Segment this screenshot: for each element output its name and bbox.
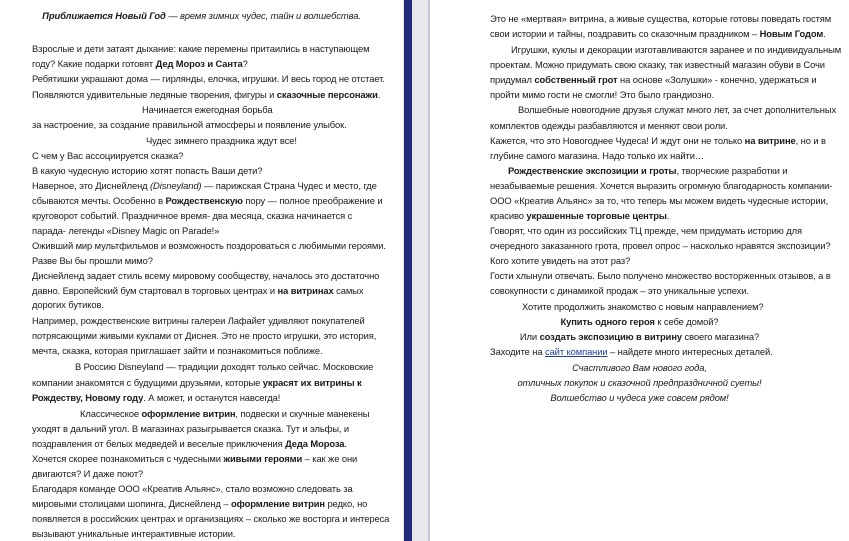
text-line: [32, 43, 369, 55]
text-run: дорогих бутиков.: [32, 299, 104, 310]
text-run: Разве Вы бы прошли мимо?: [32, 255, 153, 266]
text-run: Появляются удивительные ледяные творения, фигуры и: [32, 89, 277, 100]
text-run: Хочется скорее познакомиться с чудесными: [32, 453, 224, 464]
text-run: очередного заказанного грота, провел опрос – насколько нравятся экспозиции?: [490, 240, 831, 251]
text-run: комплектов одежды разбавляются и меняют свои роли.: [490, 120, 728, 131]
text-line: [490, 135, 826, 147]
text-run: Деда Мороза: [285, 438, 345, 449]
text-run: Оживший мир мультфильмов и возможность поздороваться с любимыми героями.: [32, 240, 386, 251]
text-run: — парижская Страна Чудес и место, где: [201, 180, 377, 191]
text-run: Например, рождественские витрины галереи Лафайет удивляют покупателей: [32, 315, 365, 326]
text-run: .: [344, 438, 347, 449]
text-run: Начинается ежегодная борьба: [142, 104, 273, 115]
text-run: двигаются? И даже поют?: [32, 468, 144, 479]
closing-line: [430, 362, 849, 374]
text-run: пору — полное преображение и: [242, 195, 383, 206]
text-run: мировыми столицами шопинга, Диснейленд –: [32, 498, 231, 509]
text-run: .: [823, 28, 826, 39]
text-line: [32, 89, 380, 101]
text-line: [32, 438, 347, 450]
text-run: В какую чудесную историю хотят попасть Ваши дети?: [32, 165, 263, 176]
text-line: [142, 104, 272, 116]
text-line: [32, 195, 382, 207]
text-run: живыми героями: [223, 453, 303, 464]
text-run: Кого хотите увидеть на этот раз?: [490, 255, 631, 266]
text-run: Волшебные новогодние друзья служат много лет, за счет дополнительных: [518, 104, 837, 115]
text-run: Классическое: [80, 408, 142, 419]
text-run: украсят их витрины к: [262, 377, 362, 388]
text-line: [75, 361, 373, 373]
text-run: Счастливого Вам нового года,: [572, 362, 707, 373]
closing-line: [430, 377, 849, 389]
text-line: [490, 59, 825, 71]
text-run: на витрине: [744, 135, 796, 146]
text-line: [490, 270, 831, 282]
text-line: [80, 408, 369, 420]
text-line: [32, 528, 235, 540]
text-line: [32, 210, 352, 222]
text-run: Это не «мертвая» витрина, а живые существа, которые готовы поведать гостям: [490, 13, 832, 24]
document-page-right: [430, 0, 849, 541]
text-run: давно. Европейский бум стартовал в торговых центрах и: [32, 285, 278, 296]
text-run: Рождеству, Новому году: [32, 392, 144, 403]
text-line: [490, 240, 830, 252]
text-run: к себе домой?: [654, 316, 719, 327]
text-run: Гости хлынули отвечать. Было получено множество восторженных отзывов, а в: [490, 270, 831, 281]
text-line: [490, 150, 704, 162]
text-line: [32, 225, 219, 237]
text-run: Чудес зимнего праздника ждут все!: [146, 135, 297, 146]
text-run: Рождественские экспозиции и гроты: [508, 165, 677, 176]
text-line: [32, 299, 104, 311]
text-run: незабываемые решения. Хочется выразить огромную благодарность компании-: [490, 180, 833, 191]
text-run: Купить одного героя: [560, 316, 655, 327]
text-line: [32, 453, 357, 465]
text-run: оформление витрин: [141, 408, 236, 419]
text-line: [32, 345, 323, 357]
text-line: [430, 331, 849, 343]
text-line: [32, 423, 349, 435]
text-line: [490, 74, 816, 86]
text-run: красиво: [490, 210, 527, 221]
text-run: Кажется, что это Новогоднее Чудеса! И ждут они не только: [490, 135, 745, 146]
text-line: [518, 104, 836, 116]
text-run: Волшебство и чудеса уже совсем рядом!: [550, 392, 729, 403]
text-run: Дед Мороз и Санта: [155, 58, 243, 69]
text-run: своего магазина?: [682, 331, 760, 342]
text-run: проектам. Можно придумать свою сказку, так известный магазин обуви в Сочи: [490, 59, 825, 70]
text-run: сказочные персонажи: [276, 89, 378, 100]
text-line: [430, 316, 849, 328]
text-run: Игрушки, куклы и декорации изготавливаются заранее и по индивидуальным: [511, 44, 842, 55]
text-run: .: [666, 210, 670, 221]
text-run: , творческие разработки и: [676, 165, 788, 176]
text-line: [32, 315, 365, 327]
text-run: . А может, и останутся навсегда!: [143, 392, 281, 403]
document-page-left: [0, 0, 403, 541]
text-run: появляется в российских центрах и организациях – сколько же восторга и интереса: [32, 513, 390, 524]
text-run: , подвески и скучные манекены: [235, 408, 370, 419]
text-line: [32, 468, 143, 480]
text-run: Говорят, что один из российских ТЦ прежде, чем придумать историю для: [490, 225, 802, 236]
text-line: [32, 180, 377, 192]
text-line: [32, 119, 347, 131]
text-run: Рождественскую: [165, 195, 243, 206]
text-run: , но и в: [795, 135, 826, 146]
text-run: – как же они: [302, 453, 358, 464]
text-run: – найдете много интересных деталей.: [607, 346, 773, 357]
text-run: отличных покупок и сказочной предпраздничной суеты!: [517, 377, 762, 388]
closing-line: [430, 392, 849, 404]
text-line: [32, 498, 367, 510]
text-run: (Disneyland): [150, 180, 202, 191]
text-line: [511, 44, 841, 56]
heading-line: [0, 10, 403, 22]
text-line: [508, 165, 787, 177]
text-run: В Россию Disneyland — традиции доходят только сейчас. Московские: [75, 361, 374, 372]
text-run: ООО «Креатив Альянс» за то, что теперь мы можем видеть чудесные истории,: [490, 195, 829, 206]
text-line: [490, 28, 826, 40]
text-run: Заходите на: [490, 346, 545, 357]
text-line: [490, 180, 832, 192]
text-line: [490, 210, 669, 222]
text-line: [32, 150, 183, 162]
text-run: Диснейленд задает стиль всему мировому сообществу, началось это достаточно: [32, 270, 380, 281]
text-run: Или: [519, 331, 540, 342]
text-run: Хотите продолжить знакомство с новым направлением?: [522, 301, 764, 312]
text-run: на основе «Золушки» - конечно, удержаться и: [617, 74, 817, 85]
text-line: [490, 285, 749, 297]
text-line: [32, 330, 376, 342]
text-run: создать экспозицию в витрину: [539, 331, 683, 342]
text-run: Ребятишки украшают дома — гирлянды, елочка, игрушки. И весь город не отстает.: [32, 73, 385, 84]
text-line: [490, 225, 802, 237]
text-line: [32, 58, 248, 70]
text-line: [490, 89, 714, 101]
text-line: [32, 240, 386, 252]
text-run: — время зимних чудес, тайн и волшебства.: [165, 10, 361, 21]
text-run: собственный грот: [534, 74, 618, 85]
text-run: круговорот событий. Праздничное время- два месяца, сказка начинается с: [32, 210, 353, 221]
page-divider-bar: [404, 0, 412, 541]
text-line: [490, 195, 828, 207]
text-run: глубине самого магазина. Надо только их найти…: [490, 150, 705, 161]
text-line: [522, 301, 764, 313]
text-run: компании знакомятся с будущими друзьями, которые: [32, 377, 263, 388]
text-line: [490, 13, 831, 25]
text-run: Новым Годом: [759, 28, 824, 39]
text-run: С чем у Вас ассоциируется сказка?: [32, 150, 184, 161]
text-line: [32, 73, 385, 85]
text-run: .: [377, 89, 381, 100]
text-run: парада- легенды «Disney Magic on Parade!»: [32, 225, 220, 236]
text-run: украшенные торговые центры: [526, 210, 667, 221]
text-line: [32, 483, 353, 495]
text-run: Наверное, это Диснейленд: [32, 180, 151, 191]
text-line: [32, 270, 379, 282]
text-line: [146, 135, 297, 147]
text-line: [490, 120, 728, 132]
text-line: [32, 165, 262, 177]
text-line: [32, 377, 362, 389]
text-run: за настроение, за создание правильной атмосферы и появление улыбок.: [32, 119, 347, 130]
company-site-link[interactable]: сайт компании: [544, 346, 608, 357]
text-line: [32, 285, 363, 297]
text-run: самых: [333, 285, 364, 296]
text-run: оформление витрин: [231, 498, 325, 509]
text-run: поздравления от белых медведей и веселые приключения: [32, 438, 286, 449]
text-run: на витринах: [277, 285, 334, 296]
text-run: мечта, сказка, которая приглашает зайти и познакомиться поближе.: [32, 345, 323, 356]
text-run: году? Какие подарки готовят: [32, 58, 156, 69]
text-run: потрясающими живыми куклами от Диснея. Это не просто игрушки, это история,: [32, 330, 377, 341]
text-run: Взрослые и дети затаят дыхание: какие перемены притаились в наступающем: [32, 43, 370, 54]
text-run: сбываются мечты. Особенно в: [32, 195, 166, 206]
text-line: [490, 346, 773, 358]
text-run: редко, но: [324, 498, 368, 509]
text-run: вызывают уникальные интерактивные истории.: [32, 528, 236, 539]
text-run: совокупности с динамикой продаж – это уникальные успехи.: [490, 285, 749, 296]
text-run: свои истории и тайны, поздравить со сказочным праздником –: [490, 28, 760, 39]
text-run: Благодаря команде ООО «Креатив Альянс», стало возможно следовать за: [32, 483, 353, 494]
text-run: ?: [242, 58, 248, 69]
text-line: [490, 255, 630, 267]
text-line: [32, 255, 153, 267]
text-run: придумал: [490, 74, 535, 85]
text-line: [32, 392, 280, 404]
text-run: пройти мимо гости не смогли! Это было грандиозно.: [490, 89, 715, 100]
text-line: [32, 513, 389, 525]
text-run: уходят в дальний угол. В магазинах разыгрывается сказка. Тут и эльфы, и: [32, 423, 350, 434]
text-run: Приближается Новый Год: [42, 10, 166, 21]
